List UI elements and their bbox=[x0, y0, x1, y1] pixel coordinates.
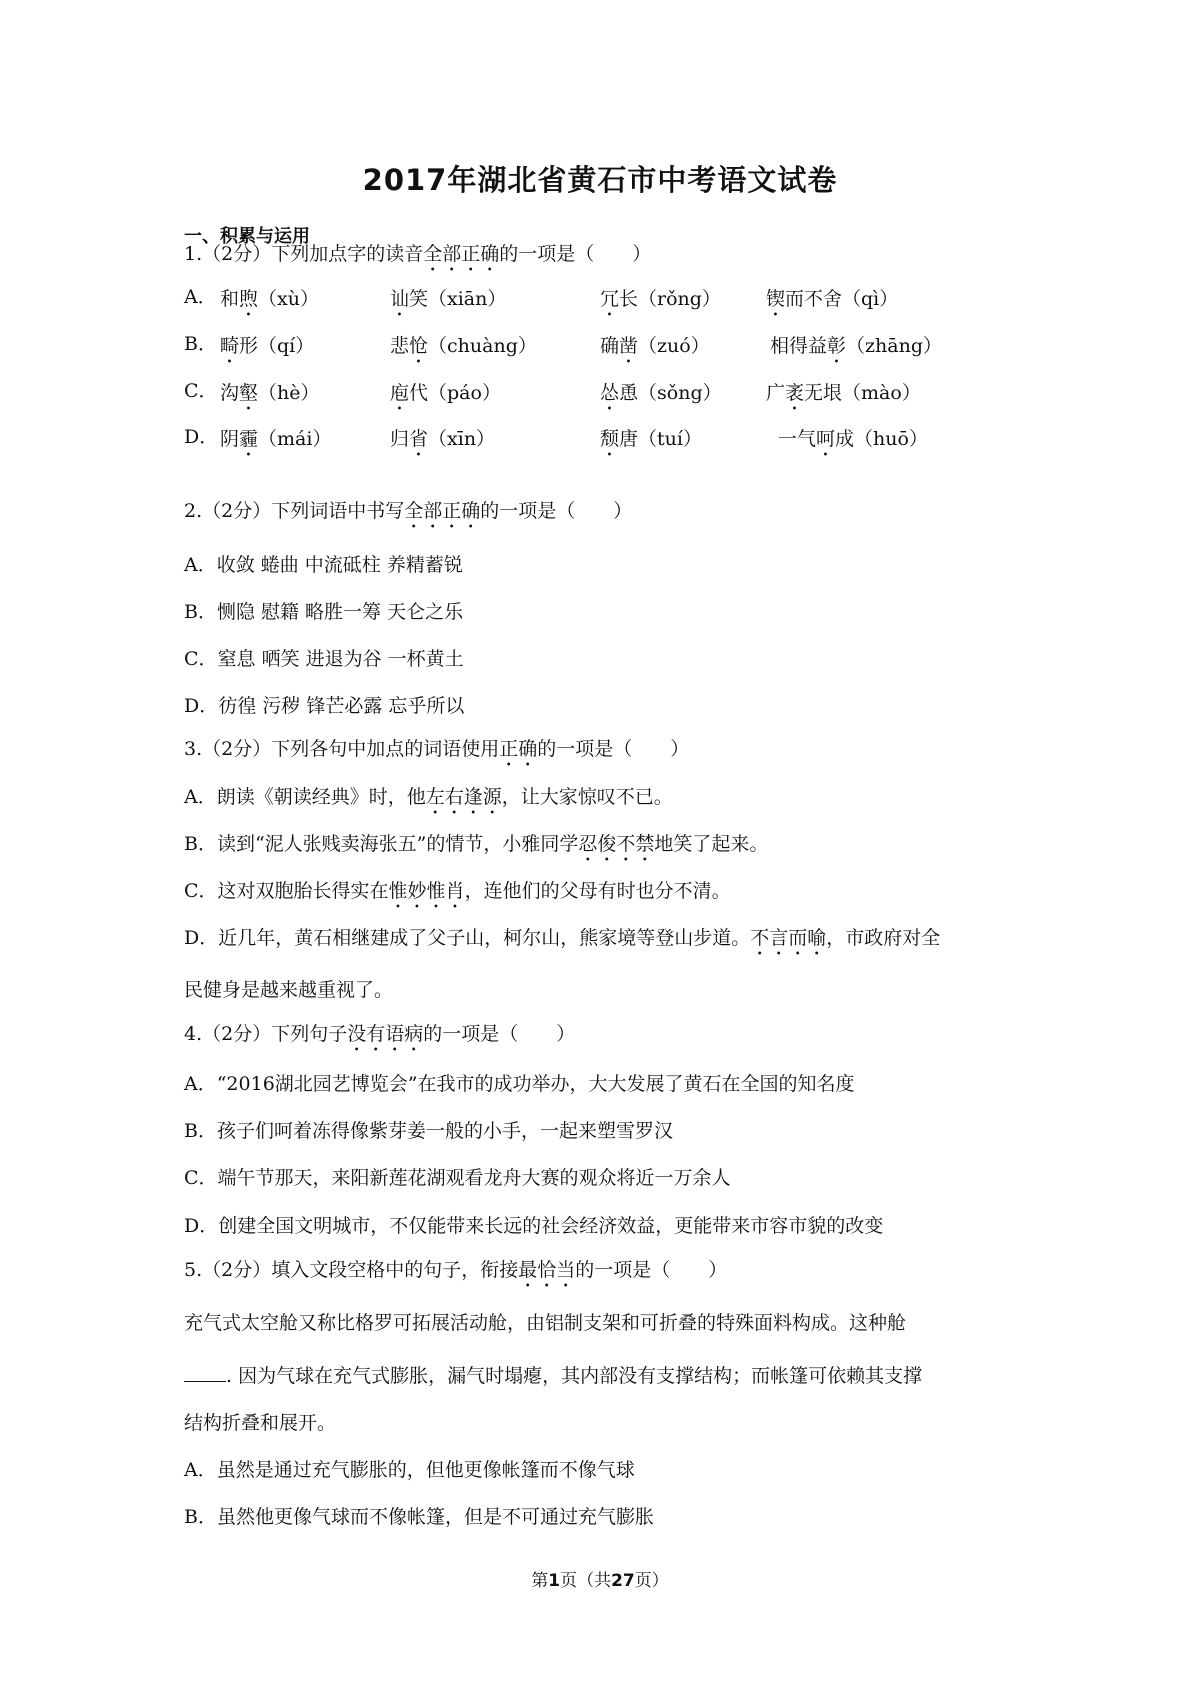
exam-page: 2017年湖北省黄石市中考语文试卷 一、积累与运用 1.（2分）下列加点字的读音全部正确的一项是（ ） A． 和煦（xù） 讪笑（xiān） 冗长（rǒng） 锲而不舍（qì） B． 畸形（qí） 悲怆（chuàng） 确凿（zuó） 相得益彰（zhāng） C． 沟壑（hè） 庖代（páo） 怂恿（sǒng） 广袤无垠（mào） D． 阴霾（mái） 归省（xīn） 颓唐（tuí） 一气呵成（huō） 2.（2分）下列词语中书写全部正确的一项是（ ） A．收敛 蜷曲 中流砥柱 养精蓄锐 B．恻隐 慰籍 略胜一筹 天仑之乐 C．窒息 哂笑 进退为谷 一杯黄土 D．彷徨 污秽 锋芒必露 忘乎所以 3.（2分）下列各句中加点的词语使用正确的一项是（ ） A．朗读《朝读经典》时，他左右逢源，让大家惊叹不已。 B．读到“泥人张贱卖海张五”的情节，小雅同学忍俊不禁地笑了起来。 C．这对双胞胎长得实在惟妙惟肖，连他们的父母有时也分不清。 D．近几年，黄石相继建成了父子山，柯尔山，熊家境等登山步道。不言而喻，市政府对全 民健身是越来越重视了。 4.（2分）下列句子没有语病的一项是（ ） A．“2016湖北园艺博览会”在我市的成功举办，大大发展了黄石在全国的知名度 B．孩子们呵着冻得像紫芽姜一般的小手，一起来塑雪罗汉 C．端午节那天，来阳新莲花湖观看龙舟大赛的观众将近一万余人 D．创建全国文明城市，不仅能带来长远的社会经济效益，更能带来市容市貌的改变 5.（2分）填入文段空格中的句子，衔接最恰当的一项是（ ） 充气式太空舱又称比格罗可拓展活动舱，由铝制支架和可折叠的特殊面料构成。这种舱 . 因为气球在充气式膨胀，漏气时塌瘪，其内部没有支撑结构；而帐篷可依赖其支撑 结构折叠和展开。 A．虽然是通过充气膨胀的，但他更像帐篷而不像气球 B．虽然他更像气球而不像帐篷，但是不可通过充气膨胀 第1页（共27页） bbox=[0, 0, 1200, 1698]
q2-option-b: B．恻隐 慰籍 略胜一筹 天仑之乐 bbox=[184, 601, 464, 623]
q2-option-d: D．彷徨 污秽 锋芒必露 忘乎所以 bbox=[184, 695, 465, 717]
q4-stem: 4.（2分）下列句子没有语病的一项是（ ） bbox=[184, 1023, 576, 1045]
q1-stem: 1.（2分）下列加点字的读音全部正确的一项是（ ） bbox=[184, 243, 652, 265]
q3-option-a: A．朗读《朝读经典》时，他左右逢源，让大家惊叹不已。 bbox=[184, 786, 673, 808]
q4-option-a: A．“2016湖北园艺博览会”在我市的成功举办，大大发展了黄石在全国的知名度 bbox=[184, 1073, 855, 1095]
q5-paragraph-line-3: 结构折叠和展开。 bbox=[184, 1412, 337, 1434]
q5-paragraph-line-2: . 因为气球在充气式膨胀，漏气时塌瘪，其内部没有支撑结构；而帐篷可依赖其支撑 bbox=[184, 1364, 922, 1386]
q3-option-d-continued: 民健身是越来越重视了。 bbox=[184, 979, 394, 1001]
page-footer: 第1页（共27页） bbox=[531, 1571, 669, 1591]
q2-stem: 2.（2分）下列词语中书写全部正确的一项是（ ） bbox=[184, 500, 633, 522]
q2-option-a: A．收敛 蜷曲 中流砥柱 养精蓄锐 bbox=[184, 554, 463, 576]
fill-blank bbox=[184, 1364, 226, 1382]
q3-stem: 3.（2分）下列各句中加点的词语使用正确的一项是（ ） bbox=[184, 738, 690, 760]
q3-option-c: C．这对双胞胎长得实在惟妙惟肖，连他们的父母有时也分不清。 bbox=[184, 880, 731, 902]
q5-option-a: A．虽然是通过充气膨胀的，但他更像帐篷而不像气球 bbox=[184, 1459, 635, 1481]
q4-option-b: B．孩子们呵着冻得像紫芽姜一般的小手，一起来塑雪罗汉 bbox=[184, 1120, 673, 1142]
q4-option-d: D．创建全国文明城市，不仅能带来长远的社会经济效益，更能带来市容市貌的改变 bbox=[184, 1215, 884, 1237]
q3-option-b: B．读到“泥人张贱卖海张五”的情节，小雅同学忍俊不禁地笑了起来。 bbox=[184, 833, 769, 855]
page-title: 2017年湖北省黄石市中考语文试卷 bbox=[362, 163, 838, 197]
q5-option-b: B．虽然他更像气球而不像帐篷，但是不可通过充气膨胀 bbox=[184, 1506, 654, 1528]
q4-option-c: C．端午节那天，来阳新莲花湖观看龙舟大赛的观众将近一万余人 bbox=[184, 1167, 731, 1189]
q3-option-d: D．近几年，黄石相继建成了父子山，柯尔山，熊家境等登山步道。不言而喻，市政府对全 bbox=[184, 927, 941, 949]
q5-stem: 5.（2分）填入文段空格中的句子，衔接最恰当的一项是（ ） bbox=[184, 1259, 728, 1281]
q5-paragraph-line-1: 充气式太空舱又称比格罗可拓展活动舱，由铝制支架和可折叠的特殊面料构成。这种舱 bbox=[184, 1312, 907, 1334]
section-heading: 一、积累与运用 bbox=[184, 226, 310, 247]
q2-option-c: C．窒息 哂笑 进退为谷 一杯黄土 bbox=[184, 648, 464, 670]
